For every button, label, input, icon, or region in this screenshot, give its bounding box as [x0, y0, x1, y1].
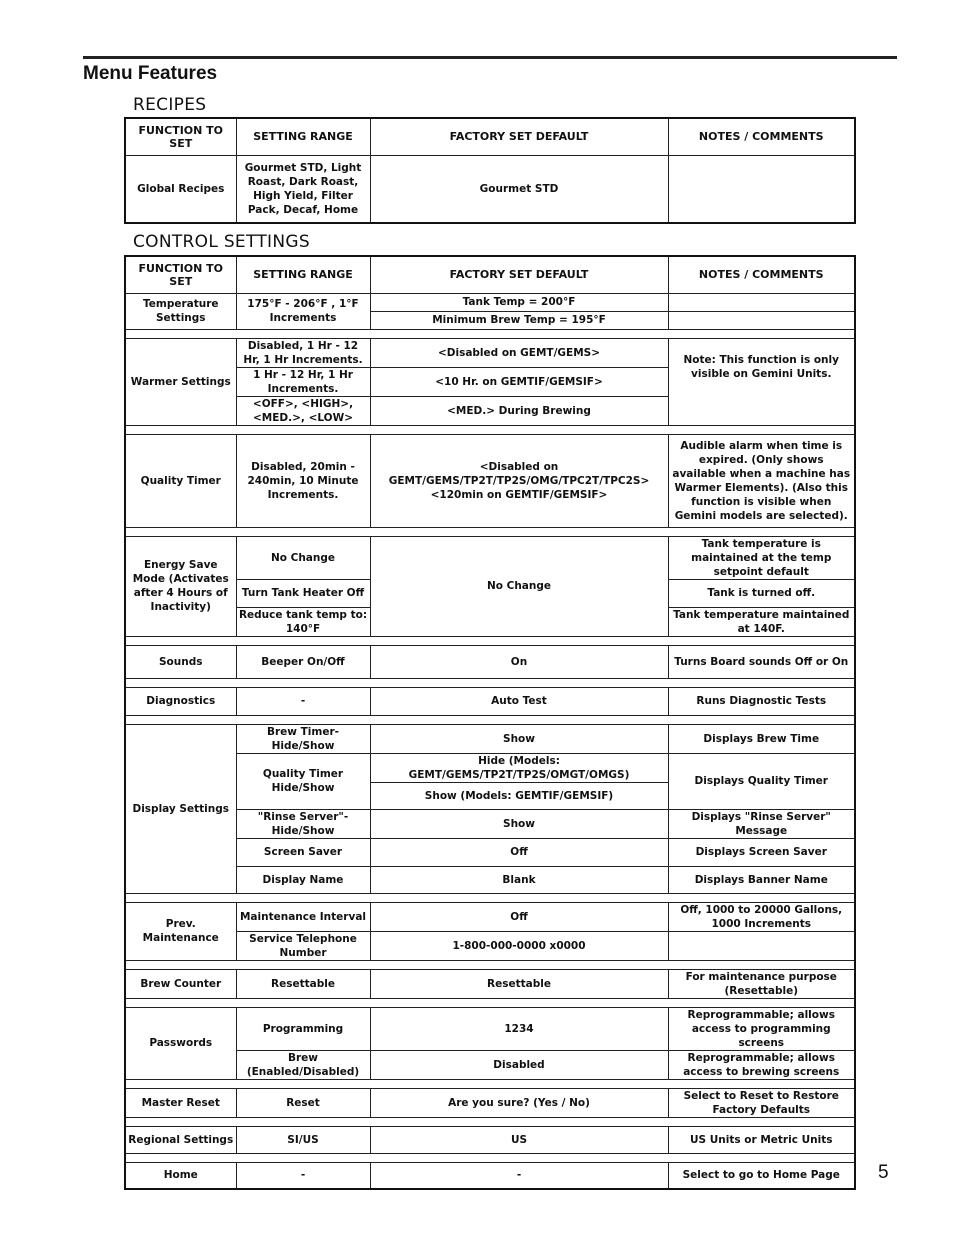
header-range: SETTING RANGE [236, 256, 370, 293]
header-notes: NOTES / COMMENTS [668, 256, 855, 293]
home-default: - [370, 1162, 668, 1189]
home-function: Home [125, 1162, 236, 1189]
display-name-range: Display Name [236, 866, 370, 893]
header-default: FACTORY SET DEFAULT [370, 118, 668, 155]
display-rinse-notes: Displays "Rinse Server" Message [668, 809, 855, 838]
warmer-range-1: Disabled, 1 Hr - 12 Hr, 1 Hr Increments. [236, 338, 370, 367]
temperature-default-tank: Tank Temp = 200°F [370, 293, 668, 311]
header-function: FUNCTION TO SET [125, 256, 236, 293]
quality-default-line-1: <Disabled on GEMT/GEMS/TP2T/TP2S/OMG/TPC2T/TPC2S> [388, 460, 650, 487]
display-saver-default: Off [370, 838, 668, 866]
master-reset-range: Reset [236, 1088, 370, 1117]
display-quality-default-1: Hide (Models: GEMT/GEMS/TP2T/TP2S/OMGT/OMGS) [370, 753, 668, 782]
row-separator [125, 893, 855, 902]
passwords-notes-1: Reprogrammable; allows access to programming screens [668, 1007, 855, 1050]
display-quality-notes: Displays Quality Timer [668, 753, 855, 809]
warmer-default-3: <MED.> During Brewing [370, 396, 668, 425]
control-heading: CONTROL SETTINGS [133, 232, 310, 252]
brew-counter-default: Resettable [370, 969, 668, 998]
energy-function: Energy Save Mode (Activates after 4 Hours of Inactivity) [125, 536, 236, 636]
cell-function: Global Recipes [125, 155, 236, 223]
row-separator [125, 960, 855, 969]
warmer-function: Warmer Settings [125, 338, 236, 425]
home-range: - [236, 1162, 370, 1189]
master-reset-notes: Select to Reset to Restore Factory Defaults [668, 1088, 855, 1117]
passwords-range-1: Programming [236, 1007, 370, 1050]
quality-default-line-2: <120min on GEMTIF/GEMSIF> [430, 488, 608, 501]
warmer-notes: Note: This function is only visible on Gemini Units. [668, 338, 855, 425]
maintenance-default-1: Off [370, 902, 668, 931]
warmer-default-1: <Disabled on GEMT/GEMS> [370, 338, 668, 367]
display-name-default: Blank [370, 866, 668, 893]
sounds-function: Sounds [125, 645, 236, 678]
energy-notes-3: Tank temperature maintained at 140F. [668, 607, 855, 636]
maintenance-range-2: Service Telephone Number [236, 931, 370, 960]
energy-range-3: Reduce tank temp to: 140°F [236, 607, 370, 636]
sounds-default: On [370, 645, 668, 678]
sounds-notes: Turns Board sounds Off or On [668, 645, 855, 678]
sounds-range: Beeper On/Off [236, 645, 370, 678]
row-separator [125, 715, 855, 724]
regional-range: SI/US [236, 1126, 370, 1153]
passwords-range-2: Brew (Enabled/Disabled) [236, 1050, 370, 1079]
warmer-range-3: <OFF>, <HIGH>, <MED.>, <LOW> [236, 396, 370, 425]
row-separator [125, 1079, 855, 1088]
diagnostics-notes: Runs Diagnostic Tests [668, 687, 855, 715]
header-range: SETTING RANGE [236, 118, 370, 155]
row-separator [125, 636, 855, 645]
temperature-default-brew: Minimum Brew Temp = 195°F [370, 311, 668, 329]
warmer-range-2: 1 Hr - 12 Hr, 1 Hr Increments. [236, 367, 370, 396]
brew-counter-function: Brew Counter [125, 969, 236, 998]
passwords-function: Passwords [125, 1007, 236, 1079]
maintenance-range-1: Maintenance Interval [236, 902, 370, 931]
header-function: FUNCTION TO SET [125, 118, 236, 155]
regional-default: US [370, 1126, 668, 1153]
cell-notes [668, 155, 855, 223]
row-separator [125, 1117, 855, 1126]
row-separator [125, 329, 855, 338]
top-rule [83, 56, 897, 59]
recipes-heading: RECIPES [133, 95, 207, 115]
display-name-notes: Displays Banner Name [668, 866, 855, 893]
brew-counter-notes: For maintenance purpose (Resettable) [668, 969, 855, 998]
quality-notes: Audible alarm when time is expired. (Only shows available when a machine has Warmer Elements). (Also this function is visible when Gemini models are selected). [668, 434, 855, 527]
temperature-range: 175°F - 206°F , 1°F Increments [236, 293, 370, 329]
quality-range: Disabled, 20min - 240min, 10 Minute Increments. [236, 434, 370, 527]
home-notes: Select to go to Home Page [668, 1162, 855, 1189]
passwords-notes-2: Reprogrammable; allows access to brewing screens [668, 1050, 855, 1079]
control-table [124, 255, 856, 1190]
display-rinse-range: "Rinse Server"-Hide/Show [236, 809, 370, 838]
cell-default: Gourmet STD [370, 155, 668, 223]
quality-default [370, 434, 668, 527]
energy-range-1: No Change [236, 536, 370, 579]
regional-function: Regional Settings [125, 1126, 236, 1153]
maintenance-default-2: 1-800-000-0000 x0000 [370, 931, 668, 960]
page-number: 5 [878, 1162, 889, 1183]
row-separator [125, 998, 855, 1007]
maintenance-notes-1: Off, 1000 to 20000 Gallons, 1000 Increments [668, 902, 855, 931]
display-brew-notes: Displays Brew Time [668, 724, 855, 753]
energy-notes-2: Tank is turned off. [668, 579, 855, 607]
temperature-notes [668, 311, 855, 329]
row-separator [125, 678, 855, 687]
cell-range: Gourmet STD, Light Roast, Dark Roast, High Yield, Filter Pack, Decaf, Home [236, 155, 370, 223]
energy-default: No Change [370, 536, 668, 636]
maintenance-function: Prev. Maintenance [125, 902, 236, 960]
diagnostics-function: Diagnostics [125, 687, 236, 715]
master-reset-function: Master Reset [125, 1088, 236, 1117]
header-default: FACTORY SET DEFAULT [370, 256, 668, 293]
maintenance-notes-2 [668, 931, 855, 960]
display-brew-range: Brew Timer-Hide/Show [236, 724, 370, 753]
quality-function: Quality Timer [125, 434, 236, 527]
diagnostics-default: Auto Test [370, 687, 668, 715]
display-saver-notes: Displays Screen Saver [668, 838, 855, 866]
row-separator [125, 1153, 855, 1162]
display-quality-default-2: Show (Models: GEMTIF/GEMSIF) [370, 782, 668, 809]
temperature-function: Temperature Settings [125, 293, 236, 329]
recipes-table [124, 117, 856, 224]
display-saver-range: Screen Saver [236, 838, 370, 866]
header-notes: NOTES / COMMENTS [668, 118, 855, 155]
display-quality-range: Quality Timer Hide/Show [236, 753, 370, 809]
energy-notes-1: Tank temperature is maintained at the temp setpoint default [668, 536, 855, 579]
row-separator [125, 425, 855, 434]
regional-notes: US Units or Metric Units [668, 1126, 855, 1153]
passwords-default-2: Disabled [370, 1050, 668, 1079]
display-rinse-default: Show [370, 809, 668, 838]
warmer-default-2: <10 Hr. on GEMTIF/GEMSIF> [370, 367, 668, 396]
passwords-default-1: 1234 [370, 1007, 668, 1050]
master-reset-default: Are you sure? (Yes / No) [370, 1088, 668, 1117]
energy-range-2: Turn Tank Heater Off [236, 579, 370, 607]
row-separator [125, 527, 855, 536]
temperature-notes [668, 293, 855, 311]
page-title: Menu Features [83, 63, 218, 84]
display-brew-default: Show [370, 724, 668, 753]
brew-counter-range: Resettable [236, 969, 370, 998]
diagnostics-range: - [236, 687, 370, 715]
display-function: Display Settings [125, 724, 236, 893]
